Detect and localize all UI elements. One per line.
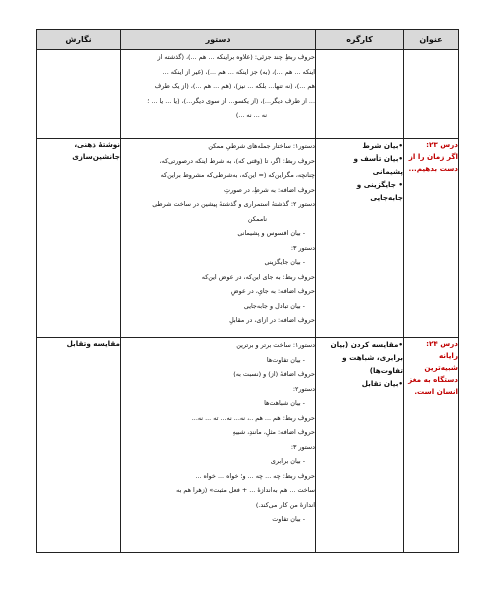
lesson-title-line: رایانه شبیه‌ترین [424, 351, 458, 372]
guide-cell [121, 139, 316, 338]
guide-line: حروف اضافه: به شرطِ، در صورتِ [224, 185, 315, 194]
guide-line: - بیان تفاوت [272, 515, 305, 523]
guide-line: حروف ربط: هم ... هم ..، نه... نه... ته ... نه... [191, 413, 315, 422]
guide-line: حروف اضافه: مثلِ، مانندِ، شبیهِ [232, 428, 315, 436]
guide-line: نه ... نه ...) [235, 111, 267, 119]
guide-line: حروف ربط: به جای این‌که، در عوض این‌که [201, 272, 315, 281]
workshop-item: •بیان تأسف و [353, 154, 403, 163]
workshop-item: •مقایسه کردن (بیان [330, 340, 403, 349]
guide-line: دستور۱: ساختار جمله‌های شرطیِ ممکن [208, 142, 315, 150]
workshop-item: جابه‌جایی [370, 193, 403, 202]
header-guide: دستور [121, 30, 316, 50]
guide-line: حروف ربط: اگر، تا (وقتی که)، به شرط اینکه درصورتی‌که، [159, 156, 315, 165]
workshop-item: •بیان شرط [362, 141, 403, 150]
guide-line: - بیان جایگزینی [264, 258, 305, 266]
guide-line: حروف اضافه: در ازای، در مقابلِ [229, 316, 315, 324]
guide-cell [121, 338, 316, 553]
guide-line: ... از طرف دیگر...)، (از یکسو... از سوی دیگر...)، (یا ... یا ... ؛ [147, 96, 315, 105]
writing-cell: نوشتهٔ ذهنی، جانشین‌سازی [37, 139, 121, 338]
page-top-band [0, 0, 487, 14]
lesson-number: درس ۲۴: [426, 339, 458, 348]
table-row [37, 338, 459, 553]
guide-line: - بیان افسوس و پشیمانی [237, 229, 305, 237]
writing-cell [37, 50, 121, 139]
lesson-title-line: اگر زمان را از [408, 152, 458, 161]
guide-line: دستور۱: ساخت برتر و برترین [236, 341, 315, 349]
header-writing: نگارش [37, 30, 121, 50]
workshop-item: •بیان تقابل [361, 379, 403, 388]
guide-line: - بیان تبادل و جابه‌جایی [243, 301, 305, 310]
lesson-title-line: دست بدهیم... [408, 164, 458, 173]
lesson-title-line: انسان است. [414, 387, 458, 396]
table-header-row [37, 30, 459, 50]
guide-line: هم ...)، (نه تنها... بلکه ... نیز)، (هم ... هم ...)، (از یک طرف [154, 82, 315, 90]
guide-line: اینکه ... هم ...)، (به) جز اینکه ... هم ...)، (غیر از اینکه ... [162, 67, 315, 76]
guide-line: - بیان برابری [270, 457, 305, 465]
guide-cell [121, 50, 316, 139]
guide-line: دستور ۳: [290, 243, 315, 252]
workshop-item: تفاوت‌ها) [369, 366, 403, 375]
header-workshop: کارگره [316, 30, 404, 50]
workshop-item: • جایگزینی و [356, 180, 403, 189]
table-row [37, 139, 459, 338]
workshop-item: پشیمانی [372, 167, 403, 176]
lesson-plan-table [36, 29, 459, 553]
workshop-item: برابری، شباهت و [342, 353, 403, 362]
guide-line: ساخت ... هم به‌اندازهٔ ... + فعل مثبت» (زهرا هم به [176, 486, 315, 494]
guide-line: - بیان شباهت‌ها [264, 399, 305, 407]
workshop-cell [316, 50, 404, 139]
guide-line: حروف ربط: چه ... چه ... و؛ خواه ... خواه ... [195, 471, 315, 480]
table-row [37, 50, 459, 139]
guide-line: دستور ۲: گذشتهٔ استمراری و گذشتهٔ پیشین در ساخت شرطی [152, 200, 315, 208]
page-top-accent-line [0, 9, 487, 14]
lesson-title-cell [404, 338, 459, 553]
writing-cell: مقایسه وتقابل [37, 338, 121, 553]
guide-line: حروف ربطِ چند جزئی: (علاوه براینکه ... هم ...)، (گذشته از [157, 53, 315, 61]
guide-line: دستور ۳: [290, 442, 315, 451]
guide-line: حروف اضافهٔ (از) و (نسبت به) [233, 370, 315, 378]
guide-line: حروف اضافه: به جایِ، در عوضِ [230, 287, 315, 295]
lesson-title-cell [404, 139, 459, 338]
guide-line: چنانچه، مگراین‌که (= این‌که، به‌شرطی‌که مشروط براین‌که [160, 171, 315, 179]
lesson-number: درس ۲۳: [426, 140, 458, 149]
guide-line: دستور۲: [292, 384, 315, 393]
workshop-cell [316, 338, 404, 553]
guide-line: اندازهٔ من کار می‌کند.) [255, 500, 315, 509]
lesson-title-cell [404, 50, 459, 139]
lesson-title-line: دستگاه به مغز [408, 375, 458, 384]
header-title: عنوان [404, 30, 459, 50]
guide-line: - بیان تفاوت‌ها [266, 355, 305, 364]
workshop-cell [316, 139, 404, 338]
guide-line: ناممکن [247, 214, 267, 223]
